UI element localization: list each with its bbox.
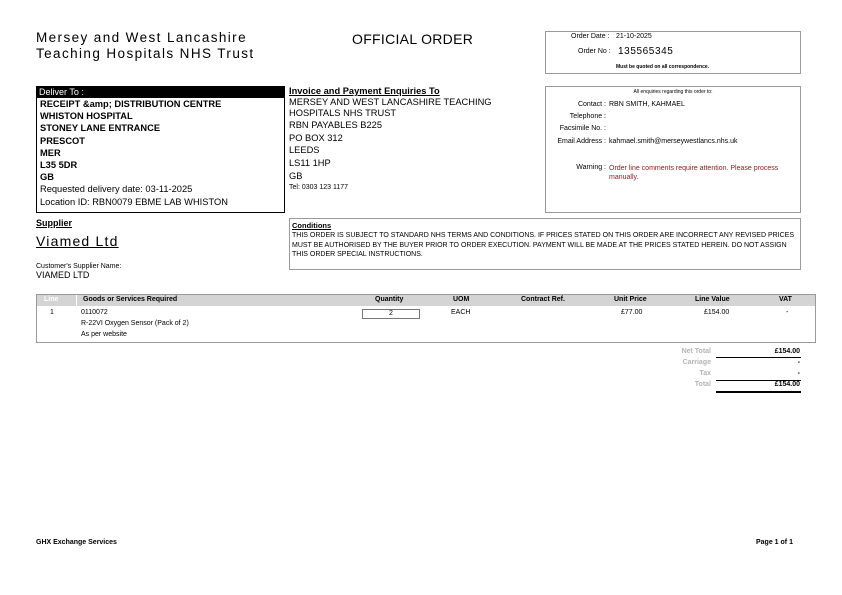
footer-page-number: Page 1 of 1 (756, 539, 793, 546)
row-uom: EACH (451, 309, 471, 316)
conditions-header: Conditions (292, 221, 332, 230)
deliver-line: WHISTON HOSPITAL (40, 111, 133, 122)
col-goods: Goods or Services Required (83, 296, 178, 303)
total-label: Total (694, 381, 711, 388)
table-header-row (37, 295, 815, 306)
row-quantity: 2 (362, 309, 420, 319)
row-description: R-22VI Oxygen Sensor (Pack of 2) (81, 320, 189, 327)
facsimile-label: Facsimile No. : (559, 125, 606, 132)
deliver-line: STONEY LANE ENTRANCE (40, 123, 161, 134)
col-vat: VAT (779, 296, 792, 303)
telephone-label: Telephone : (569, 113, 606, 120)
row-vat: - (786, 309, 789, 316)
customer-supplier-label: Customer's Supplier Name: (36, 263, 122, 270)
deliver-line: L35 5DR (40, 160, 78, 171)
invoice-line: RBN PAYABLES B225 (289, 120, 383, 131)
deliver-line: RECEIPT &amp; DISTRIBUTION CENTRE (40, 99, 222, 109)
net-total-underline (716, 357, 801, 358)
invoice-line: HOSPITALS NHS TRUST (289, 107, 397, 118)
contact-header: All enquiries regarding this order to: (633, 89, 713, 95)
invoice-line: LEEDS (289, 145, 320, 156)
supplier-header: Supplier (36, 218, 73, 228)
deliver-line: MER (40, 147, 61, 158)
invoice-header: Invoice and Payment Enquiries To (289, 86, 440, 96)
trust-name-line2: Teaching Hospitals NHS Trust (36, 46, 255, 61)
row-unit-price: £77.00 (621, 309, 643, 316)
carriage-value: - (797, 359, 800, 366)
requested-delivery-date: Requested delivery date: 03-11-2025 (40, 184, 193, 195)
contact-value: RBN SMITH, KAHMAEL (609, 101, 685, 108)
contact-box (545, 86, 801, 213)
trust-name-line1: Mersey and West Lancashire (36, 30, 247, 45)
net-total-label: Net Total (681, 348, 711, 355)
col-uom: UOM (453, 296, 470, 303)
row-note: As per website (81, 331, 127, 338)
invoice-line: MERSEY AND WEST LANCASHIRE TEACHING (289, 97, 492, 107)
document-title: OFFICIAL ORDER (352, 31, 474, 47)
deliver-line: GB (40, 172, 54, 183)
order-note: Must be quoted on all correspondence. (616, 64, 710, 70)
col-line-value: Line Value (695, 296, 730, 303)
col-quantity: Quantity (375, 296, 404, 303)
order-date-label: Order Date : (571, 33, 610, 40)
net-total-value: £154.00 (774, 348, 800, 355)
order-date-value: 21-10-2025 (616, 33, 652, 40)
conditions-box (289, 218, 801, 270)
trust-name (36, 30, 255, 62)
email-label: Email Address : (557, 138, 606, 145)
order-no-label: Order No : (578, 48, 611, 55)
tax-label: Tax (699, 370, 711, 377)
total-underline (716, 391, 801, 393)
col-unit-price: Unit Price (614, 296, 647, 303)
deliver-to-header: Deliver To : (37, 87, 284, 98)
invoice-line: PO BOX 312 (289, 132, 343, 143)
order-lines-table (36, 294, 816, 343)
invoice-telephone: Tel: 0303 123 1177 (289, 184, 349, 192)
supplier-name: Viamed Ltd (36, 233, 119, 249)
row-line: 1 (50, 309, 54, 316)
row-line-value: £154.00 (704, 309, 730, 316)
deliver-to-box (36, 86, 285, 213)
footer-provider: GHX Exchange Services (36, 539, 117, 546)
contact-label: Contact : (577, 101, 606, 108)
col-contract: Contract Ref. (521, 296, 565, 303)
invoice-enquiries-section (289, 86, 545, 213)
customer-supplier-value: VIAMED LTD (36, 270, 90, 280)
carriage-label: Carriage (682, 359, 711, 366)
conditions-text: THIS ORDER IS SUBJECT TO STANDARD NHS TERMS AND CONDITIONS. IF PRICES STATED ON THIS ORDER ARE INCORRECT ANY REVISED PRICES MUST BE AUTHORISED BY THE BUYER PRIOR TO ORDER EXECUTION. PAYMENT WILL BE MADE AT THE PRICES STATED HEREIN. DO NOT ASSIGN THIS ORDER SPECIAL INSTRUCTIONS. (292, 232, 795, 258)
email-value: kahmael.smith@merseywestlancs.nhs.uk (609, 138, 738, 145)
row-code: 0110072 (81, 309, 108, 316)
deliver-line: PRESCOT (40, 135, 85, 146)
total-value: £154.00 (774, 381, 800, 388)
invoice-line: GB (289, 170, 303, 181)
warning-label: Warning : (576, 164, 606, 171)
location-id: Location ID: RBN0079 EBME LAB WHISTON (40, 196, 228, 207)
order-info-box (545, 31, 801, 74)
col-line: Line (44, 296, 59, 303)
order-no-value: 135565345 (618, 46, 674, 57)
invoice-line: LS11 1HP (289, 157, 331, 168)
warning-value: Order line comments require attention. Please process manually. (609, 165, 779, 181)
tax-value: - (797, 370, 800, 377)
